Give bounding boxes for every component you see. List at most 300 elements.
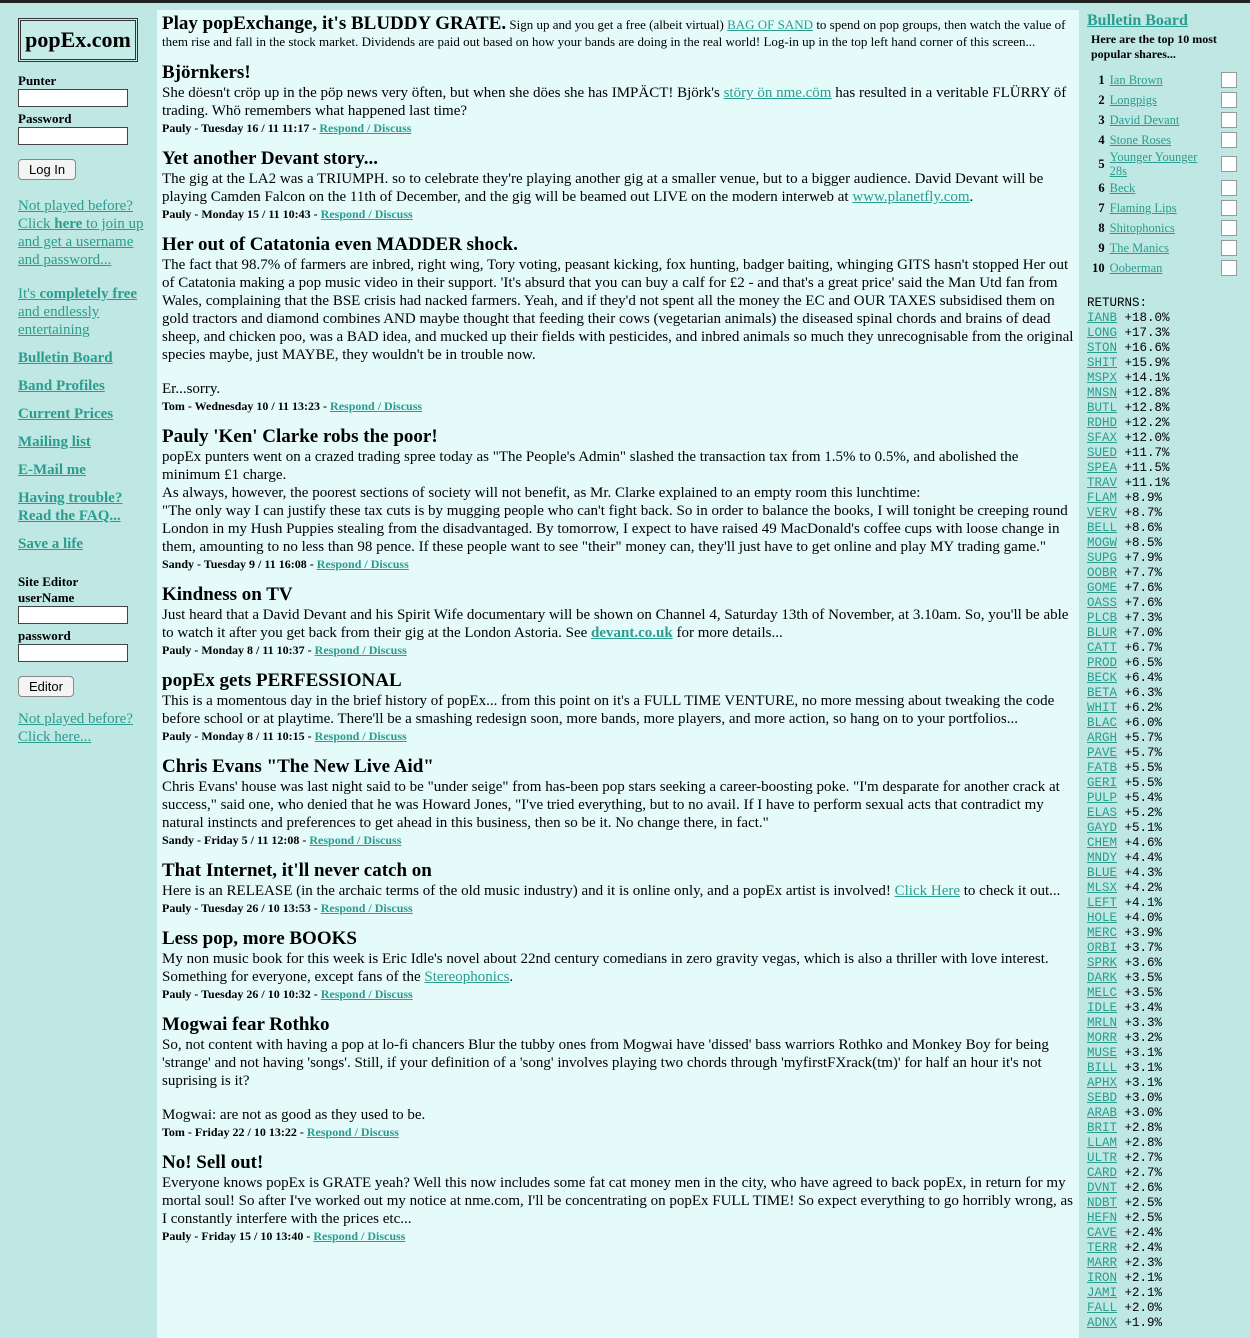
login-button[interactable]: Log In: [18, 159, 76, 180]
returns-value: +3.3%: [1117, 1016, 1163, 1030]
returns-code-link[interactable]: HOLE: [1087, 911, 1118, 925]
returns-code-link[interactable]: MNSN: [1087, 386, 1118, 400]
post-meta: [162, 398, 1074, 414]
post-title: Less pop, more BOOKS: [162, 928, 357, 949]
news-post: [162, 1152, 1074, 1244]
join-link[interactable]: [18, 197, 153, 269]
respond-discuss-link[interactable]: Respond / Discuss: [314, 729, 407, 743]
returns-code-link[interactable]: FLAM: [1087, 491, 1118, 505]
respond-discuss-link[interactable]: Respond / Discuss: [320, 207, 413, 221]
returns-value: +7.7%: [1117, 566, 1163, 580]
respond-discuss-link[interactable]: Respond / Discuss: [320, 901, 413, 915]
returns-row: [1087, 551, 1237, 566]
top10-rank: 1: [1098, 72, 1105, 87]
post-title: No! Sell out!: [162, 1152, 264, 1173]
left-sidebar: [18, 18, 153, 746]
returns-value: +6.7%: [1117, 641, 1163, 655]
returns-row: [1087, 941, 1237, 956]
respond-discuss-link[interactable]: Respond / Discuss: [319, 121, 412, 135]
returns-row: [1087, 1061, 1237, 1076]
returns-code-link[interactable]: PROD: [1087, 656, 1118, 670]
returns-value: +4.6%: [1117, 836, 1163, 850]
returns-code-link[interactable]: MOGW: [1087, 536, 1118, 550]
returns-row: [1087, 1226, 1237, 1241]
post-text-tail: to check it out...: [960, 883, 1061, 899]
returns-row: [1087, 761, 1237, 776]
returns-code-link[interactable]: MNDY: [1087, 851, 1118, 865]
returns-code-link[interactable]: ULTR: [1087, 1151, 1118, 1165]
respond-discuss-link[interactable]: Respond / Discuss: [306, 1125, 399, 1139]
returns-value: +8.5%: [1117, 536, 1163, 550]
post-text: So, not content with having a pop at lo-fi chancers Blur the tubby ones from Mogwai have 'dissed' bass warriors Rothko and Monkey Boy for being 'strange' and not having 'songs'. Still, if your definition of a 'song' involves playing two chords through 'myfirstFXrack(tm)' for half an hour it's not suprising is it?: [162, 1037, 1049, 1089]
returns-row: [1087, 1136, 1237, 1151]
top10-band-link[interactable]: Stone Roses: [1109, 133, 1172, 147]
returns-row: [1087, 566, 1237, 581]
returns-code-link[interactable]: ELAS: [1087, 806, 1118, 820]
broken-image-icon: [1221, 220, 1237, 236]
returns-code-link[interactable]: BRIT: [1087, 1121, 1118, 1135]
nav-mailing-list[interactable]: Mailing list: [18, 434, 91, 450]
returns-value: +2.5%: [1117, 1196, 1163, 1210]
returns-value: +3.0%: [1117, 1091, 1163, 1105]
respond-discuss-link[interactable]: Respond / Discuss: [320, 987, 413, 1001]
returns-code-link[interactable]: TERR: [1087, 1241, 1118, 1255]
intro-title: Play popExchange, it's BLUDDY GRATE.: [162, 13, 507, 34]
returns-row: [1087, 401, 1237, 416]
returns-code-link[interactable]: BUTL: [1087, 401, 1118, 415]
post-author-date: Pauly - Monday 8 / 11 10:37 -: [162, 643, 315, 657]
top10-rank: 4: [1098, 132, 1105, 147]
returns-value: +2.5%: [1117, 1211, 1163, 1225]
post-title: popEx gets PERFESSIONAL: [162, 670, 402, 691]
returns-row: [1087, 746, 1237, 761]
top10-band-link[interactable]: Longpigs: [1109, 93, 1157, 107]
returns-row: [1087, 686, 1237, 701]
top10-band-link[interactable]: Flaming Lips: [1109, 201, 1177, 215]
post-meta: [162, 1124, 1074, 1140]
post-text: popEx punters went on a crazed trading spree today as "The People's Admin" slashed the transaction tax from 1.5% to 0.5%, and abolished the minimum £1 charge.: [162, 449, 1019, 483]
broken-image-icon: [1221, 200, 1237, 216]
returns-value: +2.8%: [1117, 1136, 1163, 1150]
returns-value: +12.8%: [1117, 401, 1170, 415]
returns-value: +4.2%: [1117, 881, 1163, 895]
post-author-date: Pauly - Monday 8 / 11 10:15 -: [162, 729, 315, 743]
nav-band-profiles[interactable]: Band Profiles: [18, 378, 105, 394]
returns-code-link[interactable]: HEFN: [1087, 1211, 1118, 1225]
post-body: [162, 256, 1074, 364]
post-meta: [162, 986, 1074, 1002]
top10-row: [1087, 238, 1237, 258]
returns-code-link[interactable]: BILL: [1087, 1061, 1118, 1075]
returns-code-link[interactable]: LEFT: [1087, 896, 1118, 910]
returns-code-link[interactable]: MLSX: [1087, 881, 1118, 895]
returns-code-link[interactable]: BLUR: [1087, 626, 1118, 640]
returns-code-link[interactable]: SFAX: [1087, 431, 1118, 445]
returns-value: +12.2%: [1117, 416, 1170, 430]
news-post: [162, 234, 1074, 414]
returns-code-link[interactable]: IANB: [1087, 311, 1118, 325]
returns-value: +8.7%: [1117, 506, 1163, 520]
returns-code-link[interactable]: APHX: [1087, 1076, 1118, 1090]
returns-value: +3.4%: [1117, 1001, 1163, 1015]
returns-row: [1087, 1181, 1237, 1196]
post-title: Björnkers!: [162, 62, 251, 83]
returns-code-link[interactable]: OASS: [1087, 596, 1118, 610]
nav-current-prices[interactable]: Current Prices: [18, 406, 114, 422]
returns-code-link[interactable]: IRON: [1087, 1271, 1118, 1285]
broken-image-icon: [1221, 156, 1237, 172]
returns-value: +2.1%: [1117, 1286, 1163, 1300]
free-link[interactable]: [18, 285, 153, 339]
news-post: [162, 148, 1074, 222]
returns-value: +5.2%: [1117, 806, 1163, 820]
returns-row: [1087, 386, 1237, 401]
post-meta: [162, 556, 1074, 572]
returns-value: +14.1%: [1117, 371, 1170, 385]
returns-value: +17.3%: [1117, 326, 1170, 340]
respond-discuss-link[interactable]: Respond / Discuss: [314, 643, 407, 657]
returns-value: +11.1%: [1117, 476, 1170, 490]
returns-code-link[interactable]: GAYD: [1087, 821, 1118, 835]
top10-rank: 10: [1092, 260, 1105, 275]
respond-discuss-link[interactable]: Respond / Discuss: [313, 1229, 406, 1243]
returns-value: +7.3%: [1117, 611, 1163, 625]
returns-code-link[interactable]: ARGH: [1087, 731, 1118, 745]
editor-username-input[interactable]: [18, 606, 128, 624]
punter-input[interactable]: [18, 89, 128, 107]
returns-code-link[interactable]: GOME: [1087, 581, 1118, 595]
top10-band-link[interactable]: Ooberman: [1109, 261, 1163, 275]
post-meta: [162, 642, 1074, 658]
post-text: Everyone knows popEx is GRATE yeah? Well this now includes some fat cat money men in the city, who have agreed to back popEx, in return for my mortal soul! So after I've worked out my notice at nme.com, I'll be concentrating on popEx FULL TIME! So expect everything to go horribly wrong, as I constantly interfere with the prices etc...: [162, 1175, 1074, 1227]
returns-row: [1087, 776, 1237, 791]
returns-row: [1087, 1076, 1237, 1091]
top10-row: [1087, 258, 1237, 278]
returns-label: RETURNS:: [1087, 296, 1148, 310]
post-author-date: Pauly - Tuesday 26 / 10 13:53 -: [162, 901, 321, 915]
post-text: The gig at the LA2 was a TRIUMPH. so to celebrate they're playing another gig at a smaller venue, but to a bigger audience. David Devant will be playing Camden Falcon on the 11th of December, and the gig will be beamed out LIVE on the modern interweb at: [162, 171, 1044, 205]
returns-value: +2.0%: [1117, 1301, 1163, 1315]
top10-band-link[interactable]: Shitophonics: [1109, 221, 1175, 235]
returns-value: +1.9%: [1117, 1316, 1163, 1330]
returns-code-link[interactable]: GERI: [1087, 776, 1118, 790]
returns-value: +7.6%: [1117, 596, 1163, 610]
top10-rank: 3: [1098, 112, 1105, 127]
returns-code-link[interactable]: STON: [1087, 341, 1118, 355]
returns-code-link[interactable]: MRLN: [1087, 1016, 1118, 1030]
broken-image-icon: [1221, 72, 1237, 88]
returns-value: +3.7%: [1117, 941, 1163, 955]
returns-code-link[interactable]: FALL: [1087, 1301, 1118, 1315]
news-posts: [162, 62, 1074, 1244]
top10-row: [1087, 130, 1237, 150]
site-editor-title: Site Editor: [18, 574, 79, 589]
returns-row: [1087, 1196, 1237, 1211]
post-text: Just heard that a David Devant and his Spirit Wife documentary will be shown on Channel 4, Saturday 13th of November, at 3.10am. So, you'll be able to watch it after you get back from their gig at the London Astoria. See: [162, 607, 1069, 641]
returns-row: [1087, 701, 1237, 716]
returns-row: [1087, 956, 1237, 971]
returns-row: [1087, 881, 1237, 896]
returns-row: [1087, 491, 1237, 506]
right-sidebar: [1087, 12, 1237, 1331]
returns-row: [1087, 1316, 1237, 1331]
returns-row: [1087, 1286, 1237, 1301]
post-meta: [162, 120, 1074, 136]
bag-of-sand-link[interactable]: BAG OF SAND: [727, 17, 814, 32]
post-extra: Mogwai: are not as good as they used to be.: [162, 1107, 426, 1123]
returns-code-link[interactable]: PULP: [1087, 791, 1118, 805]
returns-row: [1087, 911, 1237, 926]
broken-image-icon: [1221, 240, 1237, 256]
returns-value: +4.0%: [1117, 911, 1163, 925]
main-content: [157, 10, 1079, 1338]
returns-row: [1087, 1166, 1237, 1181]
returns-row: [1087, 1016, 1237, 1031]
returns-code-link[interactable]: DVNT: [1087, 1181, 1118, 1195]
returns-code-link[interactable]: LONG: [1087, 326, 1118, 340]
returns-code-link[interactable]: CARD: [1087, 1166, 1118, 1180]
post-author-date: Sandy - Tuesday 9 / 11 16:08 -: [162, 557, 317, 571]
top10-band-link[interactable]: Younger Younger 28s: [1109, 150, 1198, 178]
returns-code-link[interactable]: BLUE: [1087, 866, 1118, 880]
returns-code-link[interactable]: CATT: [1087, 641, 1118, 655]
returns-value: +2.7%: [1117, 1151, 1163, 1165]
returns-code-link[interactable]: TRAV: [1087, 476, 1118, 490]
returns-code-link[interactable]: FATB: [1087, 761, 1118, 775]
returns-value: +2.4%: [1117, 1241, 1163, 1255]
returns-code-link[interactable]: PAVE: [1087, 746, 1118, 760]
post-author-date: Pauly - Friday 15 / 10 13:40 -: [162, 1229, 314, 1243]
returns-value: +4.1%: [1117, 896, 1163, 910]
nav-faq[interactable]: Having trouble? Read the FAQ...: [18, 490, 123, 524]
returns-row: [1087, 446, 1237, 461]
returns-value: +5.7%: [1117, 731, 1163, 745]
post-link[interactable]: Click Here: [894, 883, 961, 899]
returns-row: [1087, 866, 1237, 881]
returns-code-link[interactable]: WHIT: [1087, 701, 1118, 715]
returns-value: +3.2%: [1117, 1031, 1163, 1045]
returns-code-link[interactable]: ORBI: [1087, 941, 1118, 955]
returns-value: +8.9%: [1117, 491, 1163, 505]
top10-rank: 5: [1098, 156, 1105, 171]
intro-text-pre: Sign up and you get a free (albeit virtual): [506, 17, 728, 32]
returns-row: [1087, 326, 1237, 341]
top10-band-link[interactable]: David Devant: [1109, 113, 1180, 127]
returns-code-link[interactable]: SPRK: [1087, 956, 1118, 970]
broken-image-icon: [1221, 112, 1237, 128]
post-link[interactable]: störy ön nme.cöm: [723, 85, 832, 101]
top10-row: [1087, 70, 1237, 90]
returns-row: [1087, 626, 1237, 641]
returns-code-link[interactable]: SUED: [1087, 446, 1118, 460]
post-meta: [162, 206, 1074, 222]
returns-value: +2.4%: [1117, 1226, 1163, 1240]
returns-row: [1087, 731, 1237, 746]
returns-code-link[interactable]: VERV: [1087, 506, 1118, 520]
respond-discuss-link[interactable]: Respond / Discuss: [309, 833, 402, 847]
editor-button[interactable]: Editor: [18, 676, 74, 697]
returns-value: +6.4%: [1117, 671, 1163, 685]
top10-rank: 2: [1098, 92, 1105, 107]
post-body: [162, 882, 1074, 900]
editor-join-link[interactable]: Not played before? Click here...: [18, 711, 133, 745]
returns-value: +3.6%: [1117, 956, 1163, 970]
returns-code-link[interactable]: SEBD: [1087, 1091, 1118, 1105]
returns-code-link[interactable]: MELC: [1087, 986, 1118, 1000]
returns-value: +8.6%: [1117, 521, 1163, 535]
returns-row: [1087, 1091, 1237, 1106]
respond-discuss-link[interactable]: Respond / Discuss: [316, 557, 409, 571]
top10-row: [1087, 150, 1237, 178]
returns-value: +2.8%: [1117, 1121, 1163, 1135]
post-meta: [162, 900, 1074, 916]
returns-code-link[interactable]: ARAB: [1087, 1106, 1118, 1120]
returns-code-link[interactable]: MARR: [1087, 1256, 1118, 1270]
returns-code-link[interactable]: BLAC: [1087, 716, 1118, 730]
returns-list: [1087, 296, 1237, 1331]
returns-code-link[interactable]: DARK: [1087, 971, 1118, 985]
intro-text-post: to spend on pop groups, then watch the value of them rise and fall in the stock market. Dividends are paid out based on how your bands are doing in the real world! Log-in up in the top left hand corner of this screen...: [162, 17, 1066, 49]
top10-band-link[interactable]: Ian Brown: [1109, 73, 1163, 87]
returns-value: +5.4%: [1117, 791, 1163, 805]
returns-code-link[interactable]: CHEM: [1087, 836, 1118, 850]
post-link[interactable]: Stereophonics: [424, 969, 510, 985]
returns-value: +3.1%: [1117, 1076, 1163, 1090]
top10-row: [1087, 110, 1237, 130]
returns-code-link[interactable]: JAMI: [1087, 1286, 1118, 1300]
news-post: [162, 62, 1074, 136]
free-link-bold: completely free: [39, 286, 138, 302]
returns-row: [1087, 356, 1237, 371]
returns-code-link[interactable]: RDHD: [1087, 416, 1118, 430]
post-text: Here is an RELEASE (in the archaic terms of the old music industry) and it is online only, and a popEx artist is involved!: [162, 883, 895, 899]
top10-band-link[interactable]: Beck: [1109, 181, 1136, 195]
post-meta: [162, 728, 1074, 744]
nav-save-a-life[interactable]: Save a life: [18, 536, 83, 552]
nav-bulletin-board[interactable]: Bulletin Board: [18, 350, 113, 366]
news-post: [162, 1014, 1074, 1140]
returns-code-link[interactable]: ADNX: [1087, 1316, 1118, 1330]
site-logo[interactable]: popEx.com: [18, 18, 138, 62]
returns-code-link[interactable]: BECK: [1087, 671, 1118, 685]
returns-row: [1087, 1211, 1237, 1226]
returns-value: +15.9%: [1117, 356, 1170, 370]
returns-code-link[interactable]: IDLE: [1087, 1001, 1118, 1015]
returns-row: [1087, 581, 1237, 596]
top10-list: [1087, 70, 1237, 278]
returns-row: [1087, 926, 1237, 941]
returns-code-link[interactable]: MSPX: [1087, 371, 1118, 385]
top10-rank: 9: [1098, 240, 1105, 255]
news-post: [162, 756, 1074, 848]
post-title: Kindness on TV: [162, 584, 293, 605]
returns-code-link[interactable]: LLAM: [1087, 1136, 1118, 1150]
editor-password-label: password: [18, 628, 71, 643]
returns-code-link[interactable]: BELL: [1087, 521, 1118, 535]
returns-code-link[interactable]: BETA: [1087, 686, 1118, 700]
join-link-here[interactable]: here: [54, 216, 83, 232]
editor-password-input[interactable]: [18, 644, 128, 662]
returns-code-link[interactable]: NDBT: [1087, 1196, 1118, 1210]
top10-row: [1087, 218, 1237, 238]
post-title: Yet another Devant story...: [162, 148, 379, 169]
returns-code-link[interactable]: MUSE: [1087, 1046, 1118, 1060]
password-input[interactable]: [18, 127, 128, 145]
respond-discuss-link[interactable]: Respond / Discuss: [330, 399, 423, 413]
returns-value: +3.1%: [1117, 1046, 1163, 1060]
returns-row: [1087, 536, 1237, 551]
returns-value: +5.7%: [1117, 746, 1163, 760]
post-text: My non music book for this week is Eric Idle's novel about 22nd century comedians in zero gravity vegas, which is also a thriller with love interest. Something for everyone, except fans of the: [162, 951, 1049, 985]
top10-band-link[interactable]: The Manics: [1109, 241, 1169, 255]
returns-row: [1087, 971, 1237, 986]
returns-row: [1087, 1121, 1237, 1136]
returns-value: +3.5%: [1117, 986, 1163, 1000]
post-body: [162, 606, 1074, 642]
top10-row: [1087, 198, 1237, 218]
returns-row: [1087, 371, 1237, 386]
post-text-tail: for more details...: [672, 625, 783, 641]
returns-row: [1087, 1241, 1237, 1256]
returns-code-link[interactable]: MORR: [1087, 1031, 1118, 1045]
post-title: That Internet, it'll never catch on: [162, 860, 432, 881]
returns-code-link[interactable]: OOBR: [1087, 566, 1118, 580]
returns-row: [1087, 896, 1237, 911]
post-link[interactable]: devant.co.uk: [591, 625, 673, 641]
post-title: Mogwai fear Rothko: [162, 1014, 330, 1035]
post-meta: [162, 1228, 1074, 1244]
returns-row: [1087, 641, 1237, 656]
news-post: [162, 670, 1074, 744]
bulletin-board-link[interactable]: Bulletin Board: [1087, 12, 1188, 29]
returns-code-link[interactable]: SPEA: [1087, 461, 1118, 475]
returns-row: [1087, 986, 1237, 1001]
returns-code-link[interactable]: SHIT: [1087, 356, 1118, 370]
post-title: Pauly 'Ken' Clarke robs the poor!: [162, 426, 438, 447]
nav-email-me[interactable]: E-Mail me: [18, 462, 86, 478]
post-body: [162, 84, 1074, 120]
join-link-post: to join up and get a username and password...: [18, 216, 144, 268]
returns-value: +4.4%: [1117, 851, 1163, 865]
returns-value: +16.6%: [1117, 341, 1170, 355]
returns-code-link[interactable]: PLCB: [1087, 611, 1118, 625]
post-author-date: Pauly - Monday 15 / 11 10:43 -: [162, 207, 321, 221]
post-author-date: Pauly - Tuesday 26 / 10 10:32 -: [162, 987, 321, 1001]
broken-image-icon: [1221, 180, 1237, 196]
post-title: Her out of Catatonia even MADDER shock.: [162, 234, 518, 255]
post-body: [162, 778, 1074, 832]
returns-code-link[interactable]: MERC: [1087, 926, 1118, 940]
returns-value: +5.5%: [1117, 761, 1163, 775]
top10-subtitle: Here are the top 10 most popular shares...: [1091, 32, 1217, 61]
returns-row: [1087, 791, 1237, 806]
post-link[interactable]: www.planetfly.com: [852, 189, 970, 205]
returns-value: +5.5%: [1117, 776, 1163, 790]
broken-image-icon: [1221, 132, 1237, 148]
returns-code-link[interactable]: CAVE: [1087, 1226, 1118, 1240]
returns-code-link[interactable]: SUPG: [1087, 551, 1118, 565]
post-body: [162, 1036, 1074, 1090]
post-author-date: Tom - Friday 22 / 10 13:22 -: [162, 1125, 307, 1139]
top10-rank: 6: [1098, 180, 1105, 195]
post-text: This is a momentous day in the brief history of popEx... from this point on it's a FULL TIME VENTURE, no more messing about tweaking the code before school or at playtime. There'll be a smashing redesign soon, more bands, more players, and more action, so hang on to your portfolios...: [162, 693, 1055, 727]
join-link-pre: Not played before? Click: [18, 198, 133, 232]
returns-value: +2.6%: [1117, 1181, 1163, 1195]
returns-row: [1087, 521, 1237, 536]
returns-row: [1087, 1001, 1237, 1016]
post-body: [162, 448, 1074, 484]
post-text: The fact that 98.7% of farmers are inbred, right wing, Tory voting, peasant kicking, fox hunting, badger baiting, whinging GITS hasn't stopped Her out of Catatonia making a pop music video in their support. 'It's absurd that you can buy a calf for £2 - and that's a great price' said the Man Utd fan from Wales, complaining that the BSE crisis had nacked farmers. Yeah, and if they'd not spent all the money the EC and OUR TAXES subsidised them on gold tractors and diamond combines AND maybe thought that feeding their cows (vegetarian animals) the diseased spinal chords and brains of dead sheep, and chicken poo, was a BAD idea, and mucked up their fields with pesticides, and inbred animals so much they unrecognisable from the original species maybe, just MAYBE, they wouldn't be in trouble now.: [162, 257, 1074, 363]
